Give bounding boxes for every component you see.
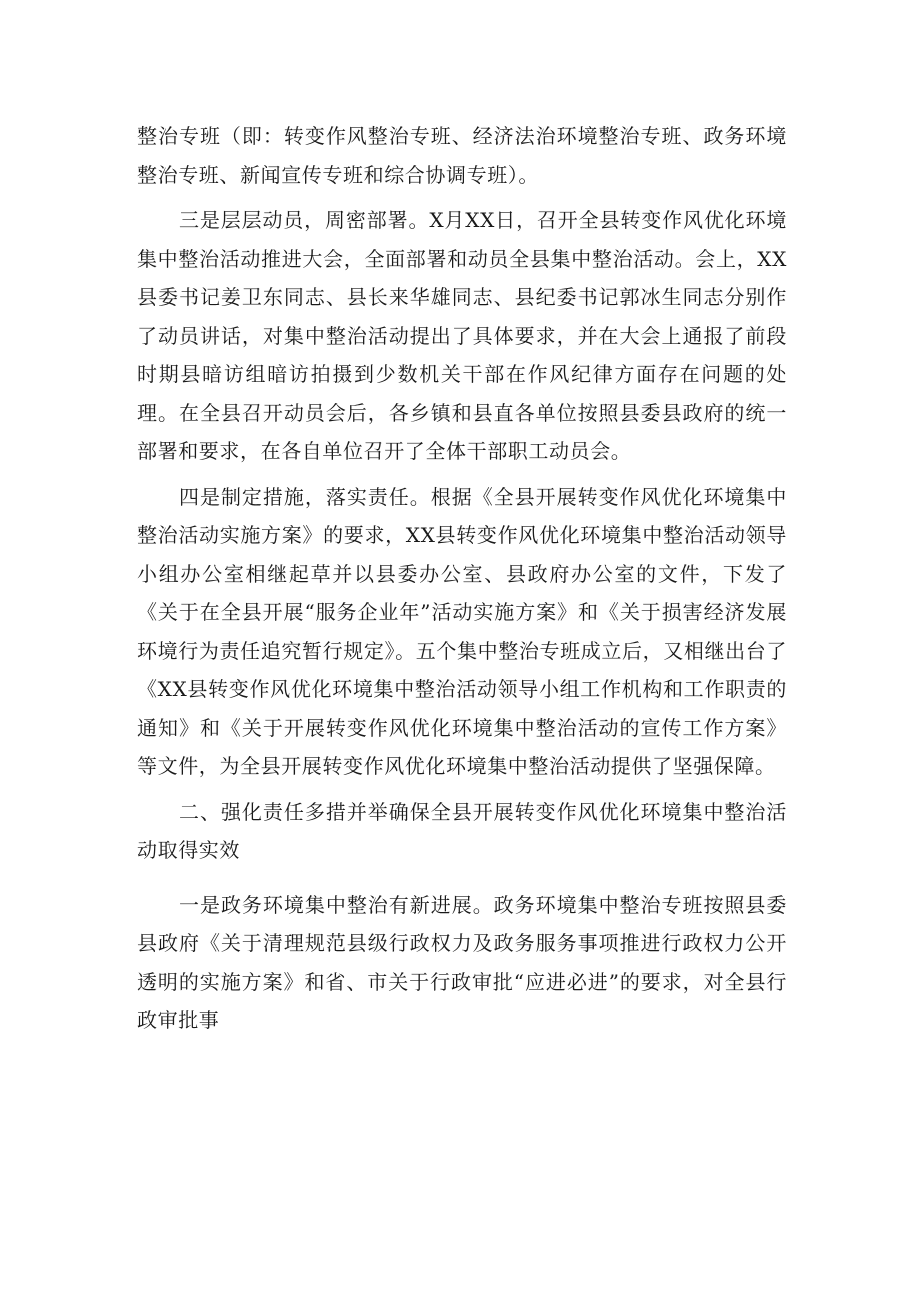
section-heading: 二、强化责任多措并举确保全县开展转变作风优化环境集中整治活动取得实效 [137,799,787,862]
document-body [137,117,787,1040]
paragraph-mobilization: 三是层层动员，周密部署。X月XX日，召开全县转变作风优化环境集中整治活动推进大会，全面部署和动员全县集中整治活动。会上，XX县委书记姜卫东同志、县长来华雄同志、县纪委书记郭冰生同志分别作了动员讲话，对集中整治活动提出了具体要求，并在大会上通报了前段时期县暗访组暗访拍摄到少数机关干部在作风纪律方面存在问题的处理。在全县召开动员会后，各乡镇和县直各单位按照县委县政府的统一部署和要求，在各自单位召开了全体干部职工动员会。 [137,208,787,463]
paragraph-continuation: 整治专班（即：转变作风整治专班、经济法治环境整治专班、政务环境整治专班、新闻宣传专班和综合协调专班）。 [137,124,787,187]
paragraph-government-affairs: 一是政务环境集中整治有新进展。政务环境集中整治专班按照县委县政府《关于清理规范县级行政权力及政务服务事项推进行政权力公开透明的实施方案》和省、市关于行政审批“应进必进”的要求，对全县行政审批事 [137,892,787,1032]
paragraph-measures: 四是制定措施，落实责任。根据《全县开展转变作风优化环境集中整治活动实施方案》的要求，XX县转变作风优化环境集中整治活动领导小组办公室相继起草并以县委办公室、县政府办公室的文件，下发了《关于在全县开展“服务企业年”活动实施方案》和《关于损害经济发展环境行为责任追究暂行规定》。五个集中整治专班成立后，又相继出台了《XX县转变作风优化环境集中整治活动领导小组工作机构和工作职责的通知》和《关于开展转变作风优化环境集中整治活动的宣传工作方案》等文件，为全县开展转变作风优化环境集中整治活动提供了坚强保障。 [137,484,787,778]
